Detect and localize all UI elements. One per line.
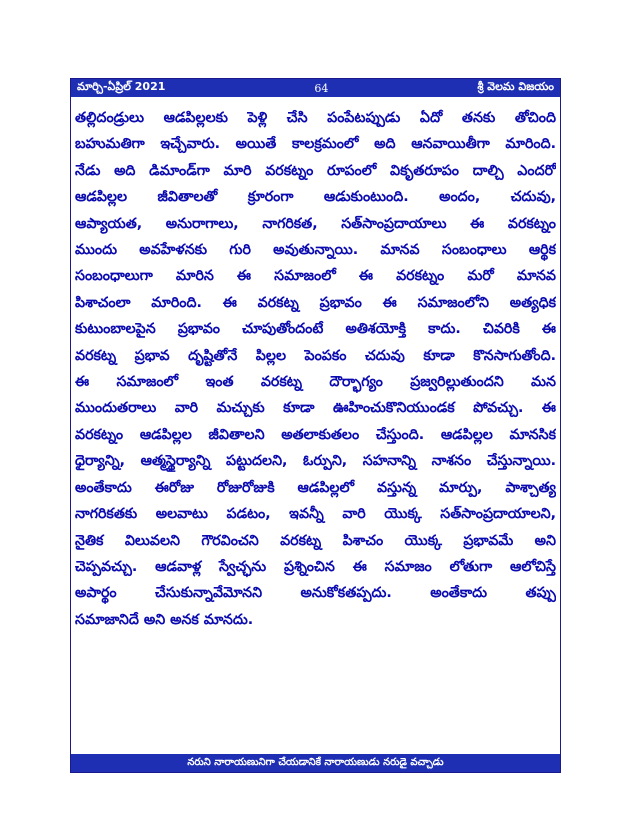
- magazine-title: శ్రీ వెలమ విజయం: [477, 80, 554, 93]
- text-line: ముందు అవహేళనకు గురి అవుతున్నాయి. మానవ సంబంధాలు ఆర్థిక: [75, 242, 556, 259]
- footer-tagline: నరుని నారాయణునిగా చేయడానికే నారాయణుడు నరుడై వచ్చాడు: [187, 757, 444, 768]
- page-number: 64: [314, 81, 329, 95]
- text-line: సమాజానిదే అని అనక మానదు.: [75, 611, 254, 628]
- text-line: ఈ సమాజంలో ఇంత వరకట్న దౌర్భాగ్యం ప్రజ్వరిల్లుతుందని మన: [75, 374, 556, 391]
- text-line: అంతేకాదు ఈరోజు రోజురోజుకి ఆడపిల్లలో వస్తున్న మార్పు, పాశ్చాత్య: [75, 479, 556, 496]
- page-frame: [70, 78, 561, 773]
- text-line: వరకట్న ప్రభావ దృష్టితోనే పిల్లల పెంపకం చదువు కూడా కొనసాగుతోంది.: [75, 347, 556, 364]
- page-footer: [71, 754, 560, 772]
- text-line: కుటుంబాలపైన ప్రభావం చూపుతోందంటే అతిశయోక్తి కాదు. చివరికి ఈ: [75, 321, 556, 338]
- issue-date: మార్చి-ఏప్రిల్ 2021: [77, 80, 166, 93]
- text-line: అపార్థం చేసుకున్నావేమోనని అనుకోకతప్పదు. అంతేకాదు తప్పు: [75, 585, 556, 602]
- article-body: [75, 105, 556, 633]
- text-line: ముందుతరాలు వారి మచ్చుకు కూడా ఊహించుకొనియుండక పోవచ్చు. ఈ: [75, 400, 556, 417]
- text-line: నేడు అది డిమాండ్‌గా మారి వరకట్నం రూపంలో వికృతరూపం దాల్చి ఎందరో: [75, 162, 556, 179]
- text-line: ఆప్యాయత, అనురాగాలు, నాగరికత, సత్‌సాంప్రదాయాలు ఈ వరకట్నం: [75, 215, 556, 232]
- page-header: [71, 79, 560, 97]
- text-line: పిశాచంలా మారింది. ఈ వరకట్న ప్రభావం ఈ సమాజంలోని అత్యధిక: [75, 294, 556, 311]
- text-line: ధైర్యాన్ని, ఆత్మస్థైర్యాన్ని పట్టుదలని, ఓర్పుని, సహనాన్ని నాశనం చేస్తున్నాయి.: [75, 453, 556, 470]
- text-line: సంబంధాలుగా మారిన ఈ సమాజంలో ఈ వరకట్నం మరో మానవ: [75, 268, 556, 285]
- text-line: చెప్పవచ్చు. ఆడవాళ్ల స్వేచ్ఛను ప్రశ్నించిన ఈ సమాజం లోతుగా ఆలోచిస్తే: [75, 558, 556, 575]
- text-line: నాగరికతకు అలవాటు పడటం, ఇవన్నీ వారి యొక్క సత్‌సాంప్రదాయాలని,: [75, 506, 556, 523]
- text-line: వరకట్నం ఆడపిల్లల జీవితాలని అతలాకుతలం చేస్తుంది. ఆడపిల్లల మానసిక: [75, 426, 556, 443]
- text-line: తల్లిదండ్రులు ఆడపిల్లలకు పెళ్లి చేసి పంపేటప్పుడు ఏదో తనకు తోచింది: [75, 110, 556, 126]
- text-line: నైతిక విలువలని గౌరవించని వరకట్న పిశాచం యొక్క ప్రభావమే అని: [75, 532, 556, 549]
- text-line: ఆడపిల్లల జీవితాలతో క్రూరంగా ఆడుకుంటుంది. అందం, చదువు,: [75, 189, 556, 206]
- text-line: బహుమతిగా ఇచ్చేవారు. అయితే కాలక్రమంలో అది ఆనవాయితీగా మారింది.: [75, 136, 556, 153]
